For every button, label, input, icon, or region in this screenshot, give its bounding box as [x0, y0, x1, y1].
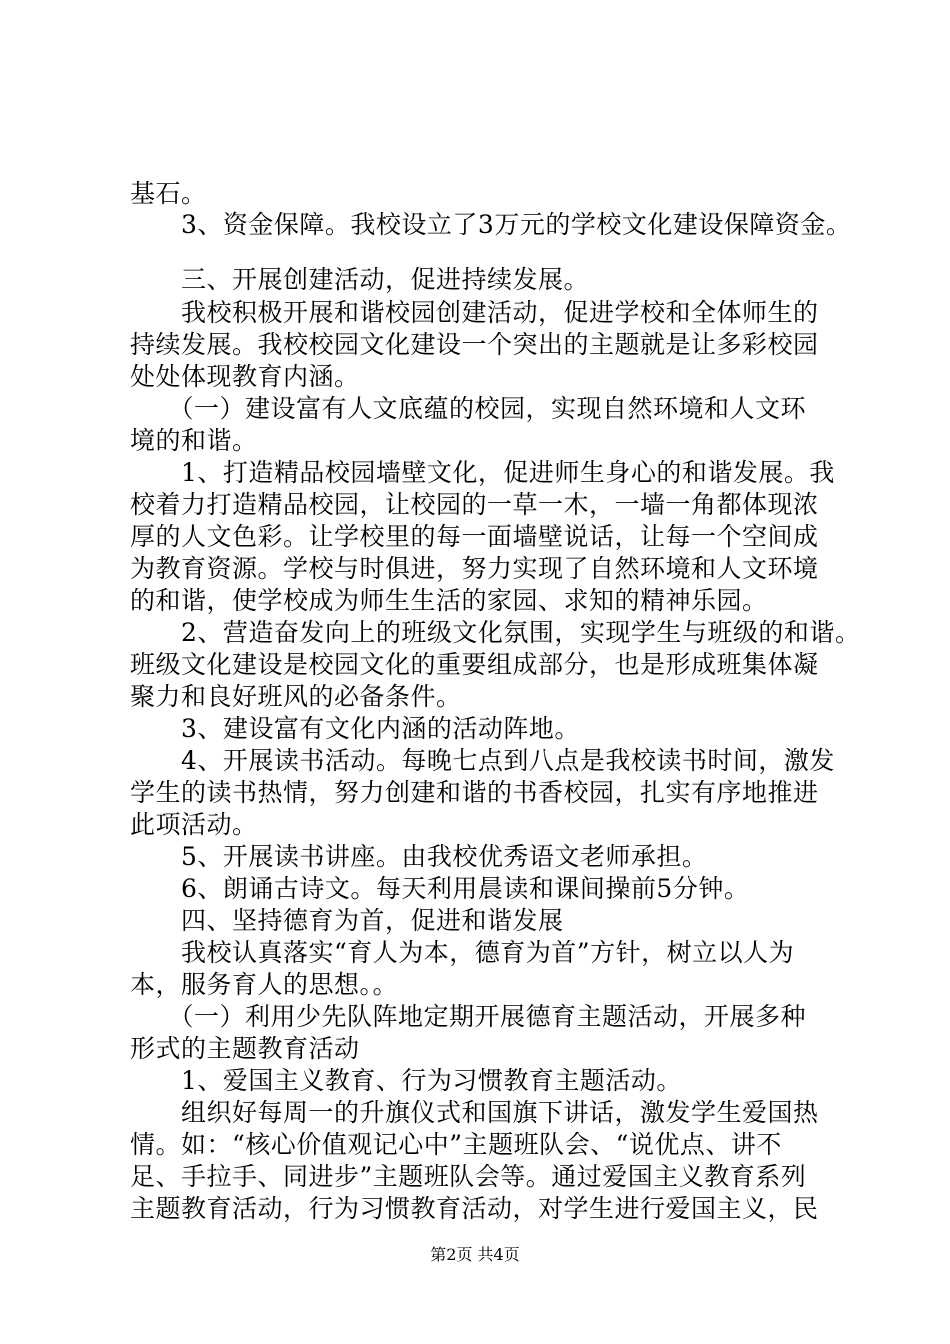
- section-heading: 四、坚持德育为首，促进和谐发展: [130, 906, 564, 935]
- text-line: 主题教育活动，行为习惯教育活动，对学生进行爱国主义，民: [130, 1194, 819, 1223]
- text-line: 基石。: [130, 179, 207, 208]
- text-line: 持续发展。我校校园文化建设一个突出的主题就是让多彩校园: [130, 330, 819, 359]
- text-line: 学生的读书热情，努力创建和谐的书香校园，扎实有序地推进: [130, 778, 819, 807]
- text-line: 聚力和良好班风的必备条件。: [130, 682, 462, 711]
- text-line: 境的和谐。: [130, 426, 258, 455]
- text-line: 5、开展读书讲座。由我校优秀语文老师承担。: [130, 842, 708, 871]
- section-heading: 三、开展创建活动，促进持续发展。: [130, 265, 590, 294]
- text-line: 我校积极开展和谐校园创建活动，促进学校和全体师生的: [130, 298, 819, 327]
- text-line: 我校认真落实“育人为本，德育为首”方针，树立以人为: [130, 938, 795, 967]
- text-line: 3、资金保障。我校设立了3万元的学校文化建设保障资金。: [130, 210, 852, 239]
- page-number-footer: 第2页 共4页: [430, 1245, 520, 1264]
- text-line: 本，服务育人的思想。。: [130, 970, 399, 999]
- text-line: 组织好每周一的升旗仪式和国旗下讲话，激发学生爱国热: [130, 1098, 819, 1127]
- text-line: 6、朗诵古诗文。每天利用晨读和课间操前5分钟。: [130, 874, 750, 903]
- text-line: 足、手拉手、同进步”主题班队会等。通过爱国主义教育系列: [130, 1162, 807, 1191]
- text-line: 校着力打造精品校园，让校园的一草一木，一墙一角都体现浓: [130, 490, 819, 519]
- subsection-heading: （一）利用少先队阵地定期开展德育主题活动，开展多种: [130, 1002, 807, 1031]
- text-line: 3、建设富有文化内涵的活动阵地。: [130, 714, 580, 743]
- text-line: 4、开展读书活动。每晚七点到八点是我校读书时间，激发: [130, 746, 835, 775]
- text-line: 2、营造奋发向上的班级文化氛围，实现学生与班级的和谐。: [130, 618, 861, 647]
- text-line: 班级文化建设是校园文化的重要组成部分，也是形成班集体凝: [130, 650, 819, 679]
- text-line: 情。如：“核心价值观记心中”主题班队会、“说优点、讲不: [130, 1130, 782, 1159]
- text-line: 此项活动。: [130, 810, 258, 839]
- text-line: 的和谐，使学校成为师生生活的家园、求知的精神乐园。: [130, 586, 768, 615]
- text-line: 为教育资源。学校与时俱进，努力实现了自然环境和人文环境: [130, 554, 819, 583]
- text-line: 形式的主题教育活动: [130, 1034, 360, 1063]
- subsection-heading: （一）建设富有人文底蕴的校园，实现自然环境和人文环: [130, 394, 807, 423]
- text-line: 1、打造精品校园墙壁文化，促进师生身心的和谐发展。我: [130, 458, 835, 487]
- text-line: 1、爱国主义教育、行为习惯教育主题活动。: [130, 1066, 682, 1095]
- text-line: 厚的人文色彩。让学校里的每一面墙壁说话，让每一个空间成: [130, 522, 819, 551]
- text-line: 处处体现教育内涵。: [130, 362, 360, 391]
